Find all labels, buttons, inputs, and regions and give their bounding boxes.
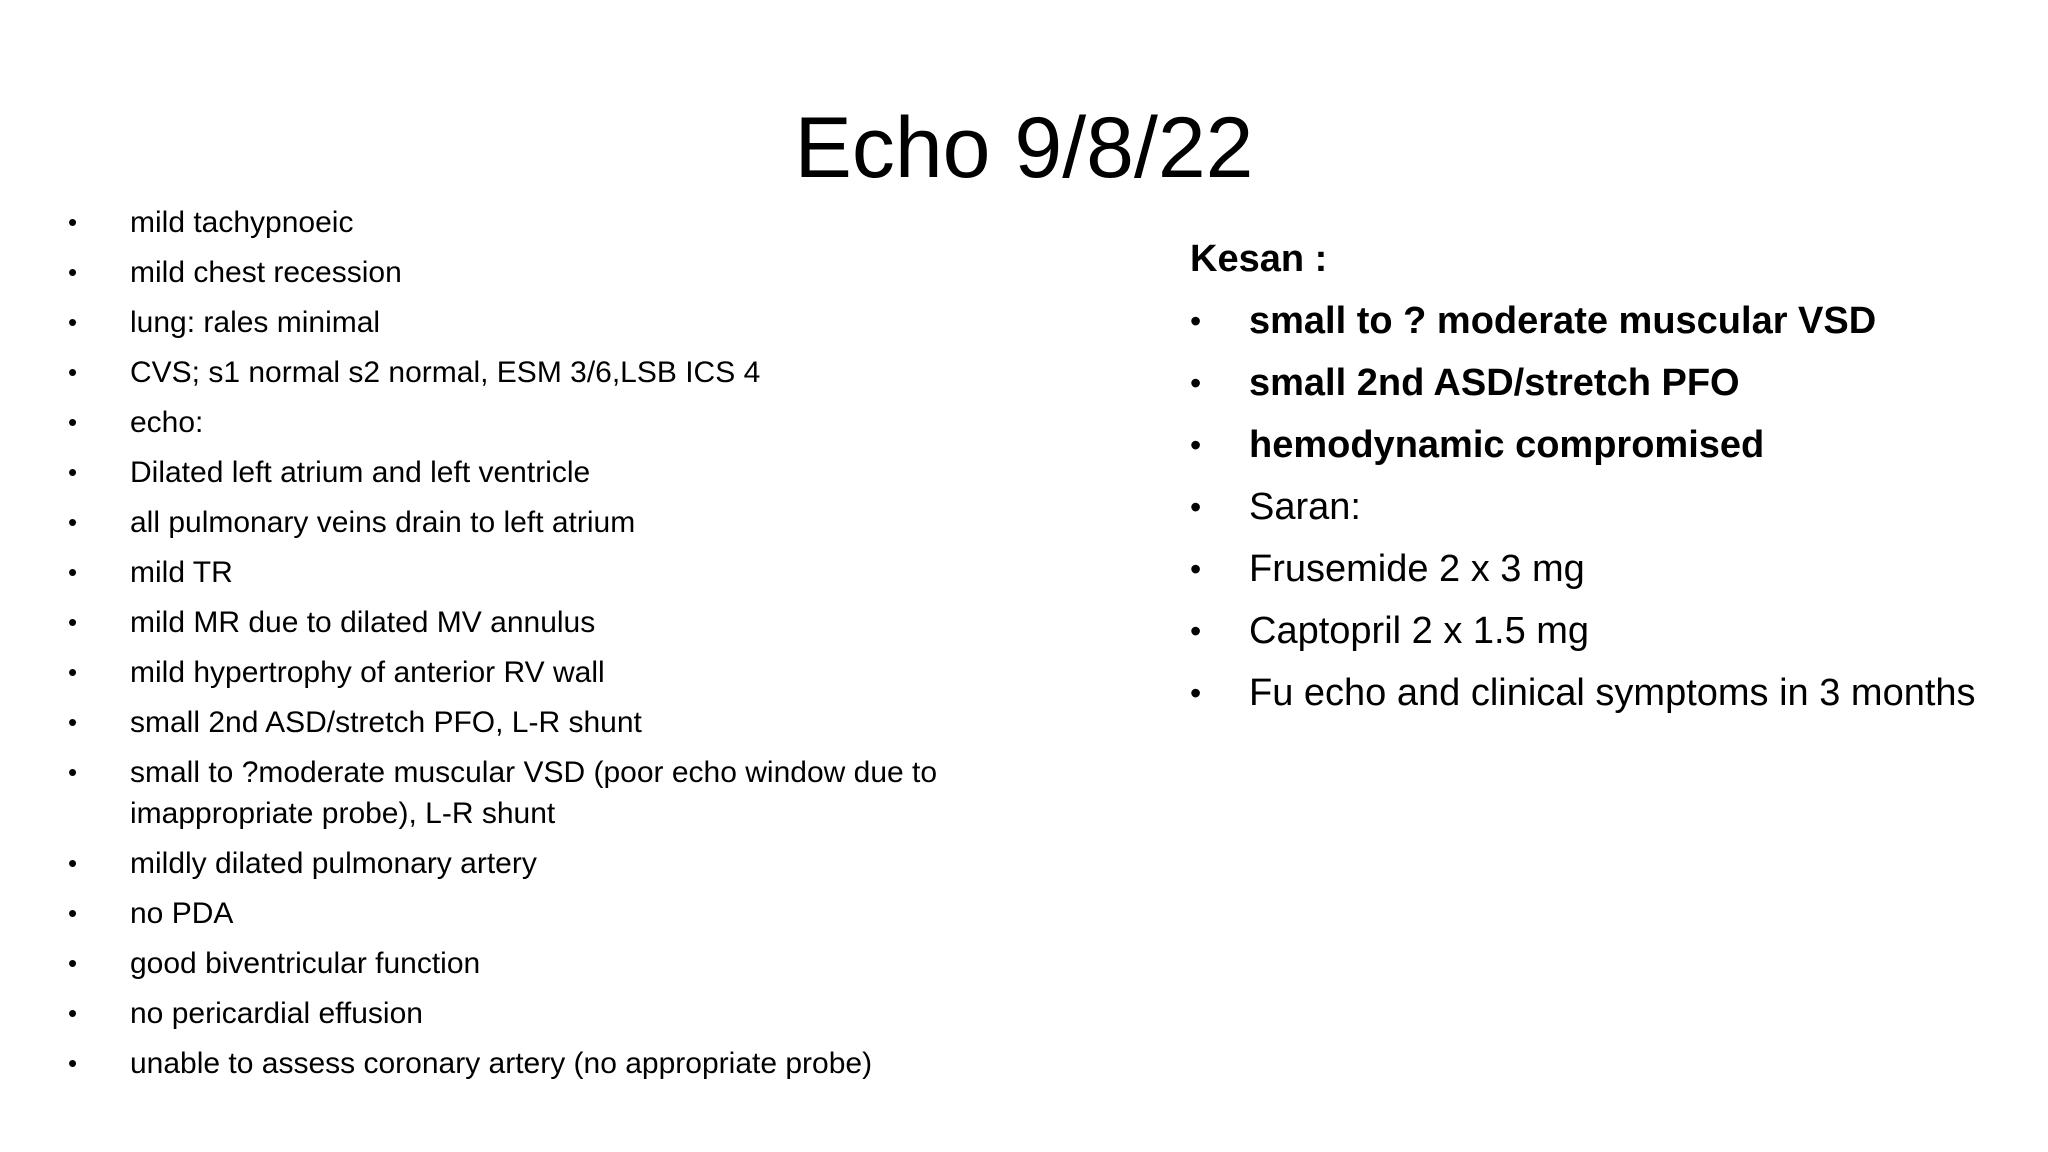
bullet-icon: • bbox=[1190, 613, 1202, 649]
conclusion-column bbox=[1190, 232, 1990, 730]
bullet-icon: • bbox=[68, 657, 78, 687]
finding-text: mild tachypnoeic bbox=[130, 206, 354, 239]
conclusion-item bbox=[1190, 358, 1990, 409]
bullet-icon: • bbox=[68, 457, 78, 487]
conclusion-item bbox=[1190, 482, 1990, 533]
conclusion-item bbox=[1190, 668, 1990, 719]
bullet-icon: • bbox=[1190, 427, 1202, 463]
bullet-icon: • bbox=[1190, 303, 1202, 339]
finding-text: no PDA bbox=[130, 897, 234, 930]
bullet-icon: • bbox=[68, 607, 78, 637]
finding-item bbox=[68, 893, 1028, 934]
findings-column bbox=[68, 202, 1028, 1093]
finding-item bbox=[68, 943, 1028, 984]
conclusion-text: Fu echo and clinical symptoms in 3 months bbox=[1249, 672, 1976, 714]
finding-item bbox=[68, 552, 1028, 593]
bullet-icon: • bbox=[68, 898, 78, 928]
bullet-icon: • bbox=[68, 407, 78, 437]
bullet-icon: • bbox=[68, 507, 78, 537]
bullet-icon: • bbox=[68, 848, 78, 878]
finding-text: lung: rales minimal bbox=[130, 306, 381, 339]
conclusion-text: Frusemide 2 x 3 mg bbox=[1249, 548, 1585, 590]
conclusion-item bbox=[1190, 420, 1990, 471]
finding-item bbox=[68, 352, 1028, 393]
bullet-icon: • bbox=[68, 207, 78, 237]
bullet-icon: • bbox=[68, 1048, 78, 1078]
conclusion-item bbox=[1190, 544, 1990, 595]
finding-item bbox=[68, 843, 1028, 884]
findings-list bbox=[68, 202, 1028, 1084]
finding-text: mildly dilated pulmonary artery bbox=[130, 847, 537, 880]
finding-item bbox=[68, 752, 1028, 834]
finding-text: mild MR due to dilated MV annulus bbox=[130, 606, 596, 639]
finding-text: echo: bbox=[130, 406, 204, 439]
bullet-icon: • bbox=[68, 357, 78, 387]
conclusion-item bbox=[1190, 606, 1990, 657]
bullet-icon: • bbox=[1190, 365, 1202, 401]
finding-text: no pericardial effusion bbox=[130, 997, 423, 1030]
finding-text: CVS; s1 normal s2 normal, ESM 3/6,LSB ICS 4 bbox=[130, 356, 761, 389]
conclusion-text: small to ? moderate muscular VSD bbox=[1249, 300, 1877, 342]
finding-item bbox=[68, 202, 1028, 243]
finding-text: all pulmonary veins drain to left atrium bbox=[130, 506, 636, 539]
finding-text: good biventricular function bbox=[130, 947, 481, 980]
conclusion-heading: Kesan : bbox=[1190, 238, 1328, 280]
bullet-icon: • bbox=[68, 948, 78, 978]
finding-item bbox=[68, 402, 1028, 443]
conclusion-list bbox=[1190, 296, 1990, 719]
bullet-icon: • bbox=[68, 257, 78, 287]
finding-item bbox=[68, 1043, 1028, 1084]
finding-text: mild chest recession bbox=[130, 256, 402, 289]
finding-text: small to ?moderate muscular VSD (poor echo window due to imappropriate probe), L-R shunt bbox=[130, 756, 938, 830]
bullet-icon: • bbox=[1190, 675, 1202, 711]
finding-text: mild hypertrophy of anterior RV wall bbox=[130, 656, 605, 689]
finding-text: mild TR bbox=[130, 556, 233, 589]
finding-item bbox=[68, 602, 1028, 643]
finding-text: Dilated left atrium and left ventricle bbox=[130, 456, 591, 489]
bullet-icon: • bbox=[1190, 489, 1202, 525]
finding-item bbox=[68, 502, 1028, 543]
finding-item bbox=[68, 702, 1028, 743]
finding-item bbox=[68, 252, 1028, 293]
bullet-icon: • bbox=[68, 307, 78, 337]
slide-title: Echo 9/8/22 bbox=[794, 100, 1254, 196]
finding-item bbox=[68, 993, 1028, 1034]
conclusion-text: hemodynamic compromised bbox=[1249, 424, 1765, 466]
conclusion-item bbox=[1190, 296, 1990, 347]
bullet-icon: • bbox=[68, 557, 78, 587]
bullet-icon: • bbox=[68, 707, 78, 737]
bullet-icon: • bbox=[68, 757, 78, 787]
finding-item bbox=[68, 302, 1028, 343]
bullet-icon: • bbox=[1190, 551, 1202, 587]
finding-item bbox=[68, 652, 1028, 693]
conclusion-text: Saran: bbox=[1249, 486, 1361, 528]
finding-text: small 2nd ASD/stretch PFO, L-R shunt bbox=[130, 706, 642, 739]
conclusion-text: Captopril 2 x 1.5 mg bbox=[1249, 610, 1590, 652]
bullet-icon: • bbox=[68, 998, 78, 1028]
conclusion-text: small 2nd ASD/stretch PFO bbox=[1249, 362, 1740, 404]
finding-text: unable to assess coronary artery (no appropriate probe) bbox=[130, 1047, 873, 1080]
finding-item bbox=[68, 452, 1028, 493]
